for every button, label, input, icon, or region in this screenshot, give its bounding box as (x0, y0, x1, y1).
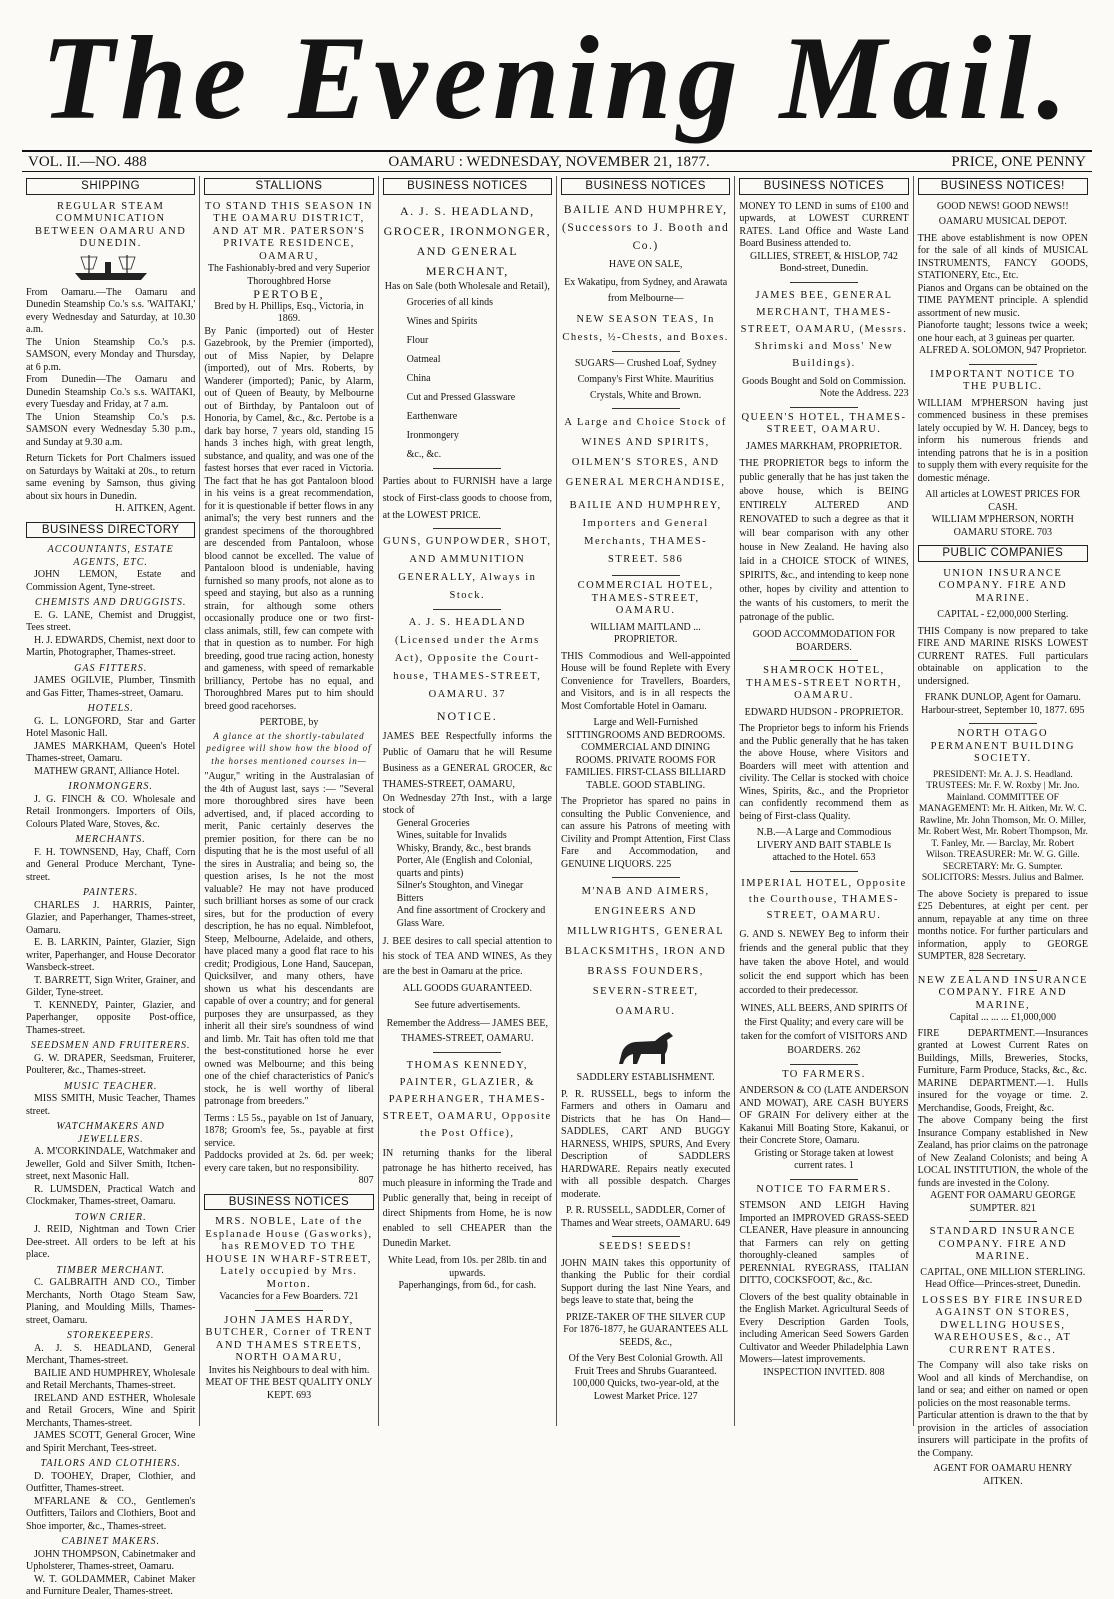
directory-entry: CHARLES J. HARRIS, Painter, Glazier, and Paperhanger, Thames-street, Oamaru. (26, 899, 196, 936)
anderson-text: ANDERSON & CO (LATE ANDERSON AND MOWAT), ARE CASH BUYERS OF GRAIN For delivery either at the Kakanui Mill Boating Store, Kakanui, or their Concrete Store, Oamaru. (739, 1085, 909, 1146)
bee-address: Remember the Address— JAMES BEE, THAMES-STREET, OAMARU. (386, 1018, 548, 1044)
shipping-line-1: From Oamaru.—The Oamaru and Dunedin Steamship Co.'s s.s. 'WAITAKI,' every Wednesday and Saturday, at 10.30 a.m. (26, 286, 196, 335)
directory-entry: JAMES OGILVIE, Plumber, Tinsmith and Gas Fitter, Thames-street, Oamaru. (26, 675, 196, 699)
directory-entry: G. W. DRAPER, Seedsman, Fruiterer, Poulterer, &c., Thames-street. (26, 1052, 196, 1076)
stallion-description: By Panic (imported) out of Hester Gazebrook, by the Premier (imported), out of Miss Napier, by Delapre (imported), out of Mrs. Roberts, by Wanderer (imported); Panic, by Alarm, out of Queen of Beauty, by Melbourne out of Birthday, by Pantaloon out of Honoria, by Camel, &c., &c. Pertobe is a dark bay horse, 7 years old, standing 15 hands 3 inches high, with great length, substance, and quality, and was one of the fastest horses that ever raced in Victoria. The fact that he has got Pantaloon blood in his veins is a great recommendation, for it is questionable if better flows in any animal's; the very best runners and the grandest specimens of the thoroughbred are descended from Pantaloon, whose blood cannot be excelled. The value of Pantaloon blood is undeniable, having furnished so many proofs, not alone as to speed and staying, but also as a running strain, for although some others occasionally produce one or two first-class animals, still, few can compete with that in question as to number. For high breeding, good true racing action, honesty and gameness, with speed of remarkable brilliancy, Pertobe has no equal, and Thoroughbred Mares put to him should breed good racehorses. (204, 325, 374, 712)
directory-category: HOTELS. (87, 703, 134, 714)
shipping-line-3: From Dunedin—The Oamaru and Dunedin Steamship Co.'s s.s. WAITAKI, every Tuesday and Friday, at 7 a.m. (26, 374, 196, 410)
headland-address: A. J. S. HEADLAND (Licensed under the Arms Act), Opposite the Court-house, THAMES-STREET, OAMARU. 37 (393, 617, 542, 700)
pedigree-title: PERTOBE, by (259, 717, 319, 728)
column-1 (22, 176, 200, 1597)
standard-insurance-advert (918, 1226, 1088, 1488)
noble-text: MRS. NOBLE, Late of the Esplanade House (Gasworks), has REMOVED TO THE HOUSE IN WHARF-STREET, Lately occupied by Mrs. Morton. (205, 1216, 373, 1290)
directory-category: PAINTERS. (83, 887, 139, 898)
nz-insurance-agent: AGENT FOR OAMARU GEORGE SUMPTER. 821 (929, 1190, 1076, 1214)
imperial-heading: IMPERIAL HOTEL, Opposite the Courthouse, THAMES-STREET, OAMARU. (741, 877, 907, 921)
directory-entry: JOHN THOMPSON, Cabinetmaker and Upholsterer, Thames-street, Oamaru. (26, 1548, 196, 1572)
section-public-companies: PUBLIC COMPANIES (918, 545, 1088, 562)
directory-category: STOREKEEPERS. (66, 1330, 155, 1341)
list-item: Silner's Stoughton, and Vinegar Bitters (396, 880, 524, 904)
commercial-rooms: Large and Well-Furnished SITTINGROOMS AND BEDROOMS. COMMERCIAL AND DINING ROOMS. PRIVATE ROOMS FOR FAMILIES. FIRST-CLASS BILLIARD TABLE. GOOD STABLING. (565, 717, 726, 791)
list-item: Ironmongery (406, 430, 459, 441)
commercial-proprietor: WILLIAM MAITLAND ... PROPRIETOR. (590, 621, 701, 645)
nz-insurance-capital: Capital ... ... ... £1,000,000 (949, 1012, 1056, 1023)
list-item: Oatmeal (406, 354, 441, 365)
building-society-debentures: The above Society is prepared to issue £25 Debentures, at eight per cent. per annum, repayable at any time on three months notice. For further particulars and information, apply to GEORGE SUMPTER, 828 Secretary. (917, 888, 1088, 962)
pedigree-note: A glance at the shortly-tabulated pedigree will show how the blood of the horses mentioned courses in— (206, 730, 372, 766)
section-business-directory: BUSINESS DIRECTORY (26, 522, 195, 539)
column-2 (200, 176, 378, 1426)
steam-notice (26, 201, 195, 516)
money-firm: GILLIES, STREET, & HISLOP, 742 Bond-street, Dunedin. (750, 250, 898, 274)
queens-accommodation: GOOD ACCOMMODATION FOR BOARDERS. (752, 629, 896, 653)
shipping-line-4: The Union Steamship Co.'s p.s. SAMSON every Wednesday 5.30 p.m., and Sunday at 9.30 a.m. (26, 411, 196, 448)
list-item: &c., &c. (406, 449, 442, 460)
directory-entry: JAMES MARKHAM, Queen's Hotel Thames-street, Oamaru. (26, 740, 196, 764)
list-item: Wines and Spirits (406, 316, 478, 327)
queens-description: THE PROPRIETOR begs to inform the public generally that he has just taken the above house, which is BEING ENTIRELY ALTERED AND RENOVATED to such a degree as that it will bear comparison with any other house in New Zealand. He having also laid in a CHOICE STOCK of WINES, SPIRITS, &c., and intending to keep none other, hopes by civility and attention to the wants of his customers, to merit the patronage of the public. (739, 458, 909, 623)
column-4 (557, 176, 735, 1426)
directory-category: TAILORS AND CLOTHIERS. (40, 1458, 181, 1469)
shamrock-proprietor: EDWARD HUDSON - PROPRIETOR. (744, 706, 904, 718)
directory-category: IRONMONGERS. (68, 781, 153, 792)
advert-number: 807 (358, 1175, 374, 1186)
directory-entry: JOHN LEMON, Estate and Commission Agent, Tyne-street. (26, 569, 196, 593)
mpherson-advert (918, 369, 1088, 540)
building-society-advert (918, 728, 1088, 964)
imperial-hotel-advert (739, 876, 908, 1058)
list-item: General Groceries (396, 817, 470, 829)
stallion-advert (204, 201, 373, 1188)
bailie-address: BAILIE AND HUMPHREY, Importers and General Merchants, THAMES-STREET. 586 (569, 500, 722, 565)
directory-entry: J. REID, Nightman and Town Crier Dee-street. All orders to be left at his place. (26, 1224, 196, 1260)
directory-entry: JAMES SCOTT, General Grocer, Wine and Spirit Merchant, Tees-street. (26, 1430, 196, 1454)
main-thanks: JOHN MAIN takes this opportunity of thanking the Public for their cordial Support during the last Nine Years, and begs leave to state that, being the (560, 1257, 731, 1306)
shamrock-stable: N.B.—A Large and Commodious LIVERY AND BAIT STABLE Is attached to the Hotel. 653 (756, 827, 892, 863)
list-item: Flour (406, 335, 429, 346)
section-business-notices: BUSINESS NOTICES (204, 1194, 373, 1211)
queens-heading: QUEEN'S HOTEL, THAMES-STREET, OAMARU. (741, 411, 907, 435)
directory-entry: E. B. LARKIN, Painter, Glazier, Sign writer, Paperhanger, and House Decorator Wansbeck-street. (26, 937, 196, 973)
kennedy-advert (383, 1057, 552, 1293)
stemson-clovers: Clovers of the best quality obtainable in the English Market. Agricultural Seeds of Every Description Garden Tools, including American Seed Sowers Garden Cultivator and Weeder Philadelphia Lawn Mowers—latest improvements. (739, 1291, 909, 1365)
bee-notice (383, 710, 552, 1046)
mpherson-text: WILLIAM M'PHERSON having just commenced business in these premises lately occupied by W. H. Dancey, begs to inform his numerous friends and intending patrons that he is in a position to supply them with every requisite for the domestic ménage. (917, 397, 1088, 484)
list-item: China (406, 373, 431, 384)
commercial-hotel-advert (561, 580, 730, 871)
building-society-officers: PRESIDENT: Mr. A. J. S. Headland. TRUSTEES: Mr. F. W. Roxby | Mr. Jno. Mainland. COMMITTEE OF MANAGEMENT: Mr. H. Aitken, Mr. W. C. Rawline, Mr. John Thomson, Mr. O. Miller, Mr. Robert West, Mr. Robert Thompson, Mr. T. Fanley, Mr. — Barclay, Mr. Robert Wilson. TREASURER: Mr. W. G. Gille. SECRETARY: Mr. G. Sumpter. SOLICITORS: Messrs. Julius and Balmer. (917, 769, 1088, 883)
union-capital: CAPITAL - £2,000,000 Sterling. (937, 609, 1069, 620)
union-heading: UNION INSURANCE COMPANY. FIRE AND MARINE. (938, 567, 1068, 604)
mpherson-store: WILLIAM M'PHERSON, NORTH OAMARU STORE. 703 (931, 514, 1074, 538)
main-growth: Of the Very Best Colonial Growth. All Fruit Trees and Shrubs Guaranteed. 100,000 Quicks, two-year-old, at the Lowest Market Price. 127 (568, 1353, 723, 1402)
nz-insurance-fire: FIRE DEPARTMENT.—Insurances granted at Lowest Current Rates on Buildings, Mills, Breweries, Stocks, Furniture, Farm Produce, Stacks, &c., &c. (917, 1027, 1088, 1076)
directory-entry: A. J. S. HEADLAND, General Merchant, Thames-street. (26, 1342, 196, 1366)
bee-resume: JAMES BEE Respectfully informs the Public of Oamaru that he will Resume Business as a GENERAL GROCER, &c THAMES-STREET, OAMARU, (382, 730, 552, 790)
commercial-heading: COMMERCIAL HOTEL, THAMES-STREET, OAMARU. (577, 580, 714, 616)
directory-category: MUSIC TEACHER. (63, 1080, 158, 1092)
james-bee-advert (739, 287, 908, 401)
nz-insurance-heading: NEW ZEALAND INSURANCE COMPANY. FIRE AND MARINE, (917, 974, 1088, 1011)
directory-entry: W. T. GOLDAMMER, Cabinet Maker and Furniture Dealer, Thames-street. (26, 1573, 196, 1597)
shipping-agent: H. AITKEN, Agent. (115, 503, 196, 514)
musical-depot-advert (918, 201, 1088, 358)
stallion-name: PERTOBE, (253, 287, 325, 301)
anderson-advert (739, 1069, 908, 1173)
horse-icon (611, 1026, 681, 1068)
queens-hotel-advert (739, 412, 908, 655)
directory-entry: D. TOOHEY, Draper, Clothier, and Outfitter, Thames-street. (26, 1470, 196, 1494)
musical-depot-lessons: Pianoforte taught; lessons twice a week; one hour each, at 3 guineas per quarter. (917, 320, 1088, 344)
section-shipping: SHIPPING (26, 178, 195, 195)
bee-items (383, 818, 552, 931)
list-item: And fine assortment of Crockery and Glass Ware. (396, 905, 546, 929)
list-item: Whisky, Brandy, &c., best brands (396, 842, 531, 854)
kennedy-paperhangings: Paperhangings, from 6d., for cash. (398, 1280, 537, 1291)
section-business-notices: BUSINESS NOTICES (739, 178, 908, 195)
hardy-advert (204, 1315, 373, 1403)
directory-category: GAS FITTERS. (74, 662, 148, 674)
money-to-lend-advert (739, 201, 908, 276)
union-risks: THIS Company is now prepared to take FIRE AND MARINE RISKS LOWEST CURRENT RATES. Full particulars obtainable on application to the undersigned. (917, 625, 1088, 687)
return-tickets: Return Tickets for Port Chalmers issued on Saturdays by Waitaki at 20s., to return same evening by Samson, thus giving about six hours in Dunedin. (26, 453, 196, 502)
price: PRICE, ONE PENNY (951, 153, 1086, 170)
notice-to-farmers-heading: NOTICE TO FARMERS. (756, 1183, 892, 1195)
headland-sale: Has on Sale (both Wholesale and Retail), (384, 280, 550, 292)
hardy-invite: Invites his Neighbours to deal with him. (208, 1364, 370, 1376)
bee-guaranteed: ALL GOODS GUARANTEED. (402, 983, 532, 994)
directory-entry: G. L. LONGFORD, Star and Garter Hotel Masonic Hall. (26, 715, 196, 739)
musical-depot-pianos: Pianos and Organs can be obtained on the TIME PAYMENT principle. A splendid assortment of new music. (917, 282, 1088, 319)
queens-proprietor: JAMES MARKHAM, PROPRIETOR. (745, 440, 902, 452)
russell-text: P. R. RUSSELL, begs to inform the Farmers and others in Oamaru and Districts that he has On Hand— SADDLES, CART AND BUGGY HARNESS, WHIPS, SPURS, And Every Description of SADDLERS HARDWARE. Repairs neatly executed with all possible despatch. Charges moderate. (560, 1088, 731, 1200)
kennedy-thanks: IN returning thanks for the liberal patronage he has hitherto received, has much pleasure in informing the Trade and Public generally that, being in receipt of direct Shipments from Home, he is now enabled to sell CHEAPER than the Dunedin Market. (382, 1148, 552, 1249)
notice-heading: NOTICE. (436, 709, 498, 723)
bailie-teas: NEW SEASON TEAS, In Chests, ½-Chests, and Boxes. (562, 314, 729, 343)
russell-address: P. R. RUSSELL, SADDLER, Corner of Thames and Wear streets, OAMARU. 649 (561, 1205, 731, 1229)
to-farmers-heading: TO FARMERS. (782, 1068, 866, 1080)
directory-category: MERCHANTS. (75, 834, 146, 845)
headland-items (383, 293, 552, 464)
directory-entry: MISS SMITH, Music Teacher, Thames street. (26, 1093, 196, 1117)
standard-losses: LOSSES BY FIRE INSURED AGAINST ON STORES, DWELLING HOUSES, WAREHOUSES, &c., AT CURRENT RATES. (922, 1294, 1084, 1356)
directory-entry: R. LUMSDEN, Practical Watch and Clockmaker, Thames-street, Oamaru. (26, 1183, 196, 1207)
bailie-advert (561, 201, 730, 570)
standard-agent: AGENT FOR OAMARU HENRY AITKEN. (933, 1463, 1073, 1487)
commercial-proprietor-note: The Proprietor has spared no pains in consulting the Public Convenience, and can assure his Patrons of meeting with Civility and Prompt Attention, First Class Fare and Accommodation, and GENUINE LIQUORS. 225 (560, 796, 731, 870)
musical-depot-heading: OAMARU MUSICAL DEPOT. (938, 216, 1067, 227)
directory-category: SEEDSMEN AND FRUITERERS. (30, 1040, 191, 1051)
bee-future: See future advertisements. (414, 999, 521, 1011)
directory-category: CABINET MAKERS. (61, 1536, 161, 1547)
seeds-advert (561, 1241, 730, 1403)
bailie-on-sale: HAVE ON SALE, (608, 258, 683, 270)
newspaper-title: The Evening Mail. (40, 11, 1074, 144)
shamrock-description: The Proprietor begs to inform his Friends and the Public generally that he has taken the above House, where Visitors and Boarders will meet with attention and civility. The Cellar is stocked with choice Wines, Spirits, &c., and the Proprietor can confidently recommend them as being of First-class Quality. (739, 723, 909, 822)
directory-entry: IRELAND AND ESTHER, Wholesale and Retail Grocers, Wine and Spirit Merchants, Thames-street. (26, 1392, 196, 1429)
bailie-heading: BAILIE AND HUMPHREY, (Successors to J. Booth and Co.) (561, 203, 730, 252)
directory-entry: F. H. TOWNSEND, Hay, Chaff, Corn and General Produce Merchant, Tyne-street. (26, 846, 196, 883)
directory-category: ACCOUNTANTS, ESTATE AGENTS, ETC. (47, 544, 174, 568)
directory-category: WATCHMAKERS AND JEWELLERS. (56, 1121, 165, 1145)
steamship-icon (71, 253, 151, 283)
noble-advert (204, 1216, 373, 1304)
list-item: Earthenware (406, 411, 458, 422)
bailie-sugars: SUGARS— Crushed Loaf, Sydney Company's First White. Mauritius Crystals, White and Brown. (574, 358, 717, 401)
saddlery-heading: SADDLERY ESTABLISHMENT. (576, 1072, 715, 1083)
stallion-bred: Bred by H. Phillips, Esq., Victoria, in 1869. (214, 300, 364, 324)
mnab-heading: M'NAB AND AIMERS, ENGINEERS AND MILLWRIGHTS, GENERAL BLACKSMITHS, IRON AND BRASS FOUNDERS, SEVERN-STREET, OAMARU. (564, 886, 727, 1017)
musical-depot-proprietor: ALFRED A. SOLOMON, 947 Proprietor. (919, 345, 1087, 356)
headland-advert (383, 201, 552, 705)
directory-entry: H. J. EDWARDS, Chemist, next door to Martin, Photographer, Thames-street. (26, 634, 196, 658)
bee-tea-wines: J. BEE desires to call special attention to his stock of TEA AND WINES, As they are the best in Oamaru at the price. (382, 936, 552, 977)
augur-quote: "Augur," writing in the Australasian of the 4th of August last, says :— "Several more thoroughbred sires have been advertised, and, if placed according to merit, Panic certainly deserves the premier position, for there can be no disputing that he is the most useful of all the sires in Australia; and being so, the question arises, Is he not the most valuable? He may not have produced such brilliant horses as some of our crack sires, but for the production of every description, he has no equal. Nimblefoot, Steep, Melbourne, Adelaide, and others, have placed many a good flat race to his credit; Prodigious, Lone Hand, Saucepan, Quicksilver, and many others, have shown us what his descendants are capable of over a country; and for general purposes they are unsurpassed, as they inherit all their sire's soundness of wind and limb. Mr. Tait has often told me that the best-constitutioned horse he ever owned was Melbourne; and this being one of the chief characteristics of Panic's stock, he is well worthy of liberal patronage from breeders." (204, 771, 374, 1107)
stemson-inspection: INSPECTION INVITED. 808 (763, 1366, 885, 1378)
directory-entry: MATHEW GRANT, Alliance Hotel. (34, 765, 180, 777)
money-text: MONEY TO LEND in sums of £100 and upwards, at LOWEST CURRENT RATES. Land Office and Waste Land Board Business attended to. (739, 200, 909, 249)
business-directory (26, 544, 195, 1599)
list-item: Wines, suitable for Invalids (396, 830, 507, 841)
stemson-advert (739, 1184, 908, 1380)
masthead (0, 8, 1114, 148)
column-3 (379, 176, 557, 1426)
headland-heading: A. J. S. HEADLAND, GROCER, IRONMONGER, AND GENERAL MERCHANT, (383, 203, 552, 278)
shamrock-hotel-advert (739, 665, 908, 865)
dateline (22, 150, 1092, 172)
union-insurance-advert (918, 568, 1088, 718)
column-5 (735, 176, 913, 1426)
stallion-heading: TO STAND THIS SEASON IN THE OAMARU DISTRICT, AND AT MR. PATERSON'S PRIVATE RESIDENCE, OAMARU, (204, 200, 374, 262)
hardy-heading: JOHN JAMES HARDY, BUTCHER, Corner of TRENT AND THAMES STREETS, NORTH OAMARU, (205, 1314, 373, 1363)
issue-date: OAMARU : WEDNESDAY, NOVEMBER 21, 1877. (388, 153, 710, 170)
directory-entry: T. BARRETT, Sign Writer, Grainer, and Gilder, Tyne-street. (26, 974, 196, 998)
bee-note: Note the Address. 223 (819, 388, 909, 399)
anderson-gristing: Gristing or Storage taken at lowest current rates. 1 (754, 1147, 894, 1171)
nz-insurance-marine: MARINE DEPARTMENT.—1. Hulls insured for the voyage or time. 2. Merchandise, Goods, Freight, &c. (917, 1077, 1088, 1114)
imperial-wines: WINES, ALL BEERS, AND SPIRITS Of the First Quality; and every care will be taken for the comfort of VISITORS AND BOARDERS. 262 (740, 1002, 908, 1056)
list-item: Groceries of all kinds (406, 297, 494, 308)
standard-profits: Particular attention is drawn to the that by provision in the articles of association insurers will participate in the profits of the Company. (917, 1410, 1088, 1459)
section-business-notices: BUSINESS NOTICES (383, 178, 552, 195)
stallion-subheading: The Fashionably-bred and very Superior Thoroughbred Horse (207, 263, 371, 287)
columns (22, 176, 1092, 1597)
kennedy-heading: THOMAS KENNEDY, PAINTER, GLAZIER, & PAPERHANGER, THAMES-STREET, OAMARU, Opposite the Post Office), (382, 1060, 552, 1139)
section-business-notices: BUSINESS NOTICES (561, 178, 730, 195)
mnab-advert (561, 882, 730, 1230)
headland-furnish: Parties about to FURNISH have a large stock of First-class goods to choose from, at the LOWEST PRICE. (382, 476, 552, 521)
noble-vacancies: Vacancies for a Few Boarders. 721 (219, 1291, 359, 1302)
musical-depot-open: THE above establishment is now OPEN for the sale of all kinds of MUSICAL INSTRUMENTS, FANCY GOODS, STATIONERY, Etc., Etc. (917, 232, 1088, 281)
mpherson-heading: IMPORTANT NOTICE TO THE PUBLIC. (930, 368, 1076, 392)
directory-entry: E. G. LANE, Chemist and Druggist, Tees street. (26, 609, 196, 633)
nz-insurance-local: The above Company being the first Insurance Company established in New Zealand, has prior claims on the patronage of New Zealand Colonists; and being A LOCAL INSTITUTION, the whole of the funds are invested in the Colony. (917, 1115, 1088, 1189)
shamrock-heading: SHAMROCK HOTEL, THAMES-STREET NORTH, OAMARU. (746, 665, 902, 701)
list-item: Cut and Pressed Glassware (406, 392, 516, 403)
stemson-text: STEMSON AND LEIGH Having Imported an IMPROVED GRASS-SEED CLEANER, Have pleasure in announcing that Farmers can rely on getting thoroughly-cleaned samples of PERENNIAL RYEGRASS, ITALIAN DITTO, COCKSFOOT, &c., &c. (739, 1200, 909, 1286)
directory-entry: T. KENNEDY, Painter, Glazier, and Paperhanger, opposite Post-office, Thames-street. (26, 999, 196, 1036)
imperial-newey: G. AND S. NEWEY Beg to inform their friends and the general public that they have taken the above Hotel, and would solicit the end support which has been accorded to their predecessor. (739, 928, 909, 996)
good-news: GOOD NEWS! GOOD NEWS!! (936, 200, 1069, 212)
shipping-line-2: The Union Steamship Co.'s p.s. SAMSON, every Monday and Thursday, at 6 p.m. (26, 336, 196, 373)
building-society-heading: NORTH OTAGO PERMANENT BUILDING SOCIETY. (930, 728, 1075, 764)
standard-risks: The Company will also take risks on Wool and all kinds of Merchandise, on land or sea; and either on named or open policies on the most reasonable terms. (917, 1360, 1088, 1409)
section-stallions: STALLIONS (204, 178, 373, 195)
bee-date: On Wednesday 27th Inst., with a large stock of (382, 792, 552, 816)
commercial-description: THIS Commodious and Well-appointed House will be found Replete with Every Convenience for Travellers, Boarders, and Visitors, and is in all respects the Most Comfortable Hotel in Oamaru. (560, 650, 731, 712)
directory-entry: M'FARLANE & CO., Gentlemen's Outfitters, Tailors and Clothiers, Boot and Shoe importer, &c., Thames-street. (26, 1495, 196, 1532)
main-prize: PRIZE-TAKER OF THE SILVER CUP For 1876-1877, he GUARANTEES ALL SEEDS, &c., (563, 1311, 728, 1348)
mpherson-prices: All articles at LOWEST PRICES FOR CASH. (925, 489, 1081, 513)
seeds-heading: SEEDS! SEEDS! (598, 1241, 693, 1252)
bee-commission: Goods Bought and Sold on Commission. (742, 375, 906, 387)
column-6 (914, 176, 1092, 1487)
bailie-ships: Ex Wakatipu, from Sydney, and Arawata from Melbourne— (564, 277, 728, 304)
directory-entry: BAILIE AND HUMPHREY, Wholesale and Retail Merchants, Thames-street. (26, 1367, 196, 1391)
hardy-quality: MEAT OF THE BEST QUALITY ONLY KEPT. 693 (205, 1377, 373, 1401)
headland-guns: GUNS, GUNPOWDER, SHOT, AND AMMUNITION GENERALLY, Always in Stock. (383, 536, 552, 601)
steam-heading: REGULAR STEAM COMMUNICATION BETWEEN OAMARU AND DUNEDIN. (35, 200, 187, 249)
list-item: Porter, Ale (English and Colonial, quarts and pints) (396, 855, 533, 879)
directory-entry: A. M'CORKINDALE, Watchmaker and Jeweller, Gold and Silver Smith, Itchen-street, next Masonic Hall. (26, 1146, 196, 1182)
kennedy-white-lead: White Lead, from 10s. per 28lb. tin and upwards. (388, 1255, 547, 1279)
volume-number: VOL. II.—NO. 488 (28, 153, 147, 170)
directory-entry: C. GALBRAITH AND CO., Timber Merchants, North Otago Steam Saw, Planing, and Moulding Mills, Thames-street, Oamaru. (26, 1277, 196, 1326)
stallion-paddocks: Paddocks provided at 2s. 6d. per week; every care taken, but no responsibility. (204, 1150, 374, 1174)
standard-capital: CAPITAL, ONE MILLION STERLING. Head Office—Princes-street, Dunedin. (920, 1266, 1086, 1290)
directory-category: TIMBER MERCHANT. (56, 1264, 165, 1276)
nz-insurance-advert (918, 975, 1088, 1216)
stallion-terms: Terms : L5 5s., payable on 1st of January, 1878; Groom's fee, 5s., payable at first service. (204, 1112, 374, 1149)
standard-heading: STANDARD INSURANCE COMPANY. FIRE AND MARINE. (929, 1226, 1076, 1262)
bee-merchant-heading: JAMES BEE, GENERAL MERCHANT, THAMES-STREET, OAMARU, (Messrs. Shrimski and Moss' New Buildings). (740, 289, 908, 369)
directory-category: CHEMISTS AND DRUGGISTS. (34, 597, 187, 608)
section-business-notices-last: BUSINESS NOTICES! (918, 178, 1088, 195)
directory-entry: J. G. FINCH & CO. Wholesale and Retail Ironmongers. Importers of Oils, Colours Plated Ware, Stoves, &c. (26, 793, 196, 830)
union-agent: FRANK DUNLOP, Agent for Oamaru. Harbour-street, September 10, 1877. 695 (921, 692, 1085, 716)
directory-category: TOWN CRIER. (74, 1211, 147, 1223)
bailie-wines: A Large and Choice Stock of WINES AND SPIRITS, OILMEN'S STORES, AND GENERAL MERCHANDISE, (564, 417, 727, 488)
